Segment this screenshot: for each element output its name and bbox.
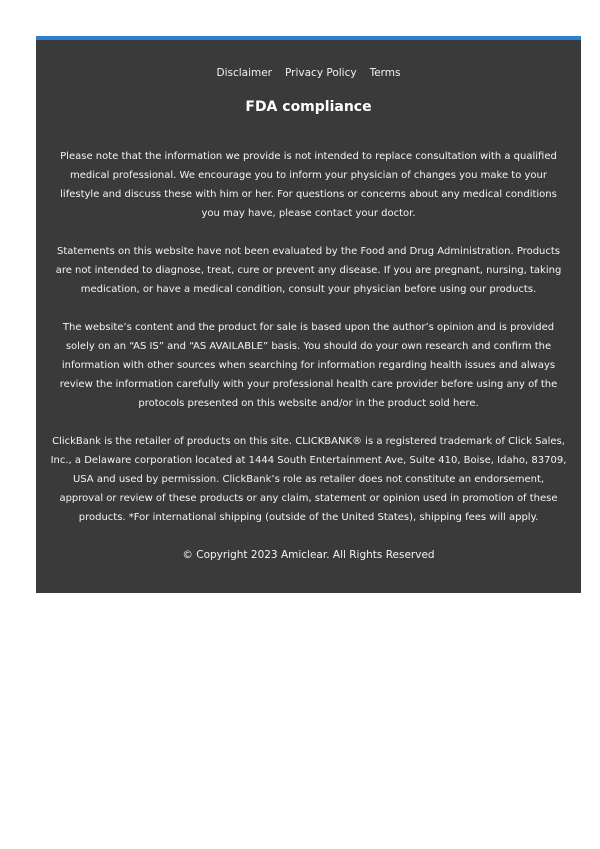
content-disclaimer-paragraph: The website’s content and the product for sale is based upon the author’s opinion and is provided solely on an “AS IS” and “AS AVAILABLE” basis. You should do your own research and confirm the information with other sources when searching for information regarding health issues and always review the information carefully with your professional health care provider before using any of the protocols presented on this website and/or in the product sold here.	[59, 322, 558, 409]
copyright-notice: © Copyright 2023 Amiclear. All Rights Reserved	[182, 549, 435, 561]
terms-link[interactable]: Terms	[369, 67, 401, 79]
footer-nav	[36, 66, 581, 80]
fda-compliance-title: FDA compliance	[245, 99, 372, 115]
clickbank-paragraph: ClickBank is the retailer of products on this site. CLICKBANK® is a registered trademark of Click Sales, Inc., a Delaware corporation located at 1444 South Entertainment Ave, Suite 410, Boise, Idaho, 83709, USA and used by permission. ClickBank’s role as retailer does not constitute an endorsement, approval or review of these products or any claim, statement or opinion used in promotion of these products. *For international shipping (outside of the United States), shipping fees will apply.	[50, 436, 567, 523]
fda-statement-paragraph: Statements on this website have not been evaluated by the Food and Drug Administration. Products are not intended to diagnose, treat, cure or prevent any disease. If you are pregnant, nursing, taking medication, or have a medical condition, consult your physician before using our products.	[55, 246, 562, 295]
compliance-text	[36, 147, 581, 527]
privacy-policy-link[interactable]: Privacy Policy	[285, 67, 357, 79]
site-footer	[36, 36, 581, 593]
disclaimer-link[interactable]: Disclaimer	[216, 67, 273, 79]
medical-consultation-paragraph: Please note that the information we provide is not intended to replace consultation with a qualified medical professional. We encourage you to inform your physician of changes you make to your lifestyle and discuss these with him or her. For questions or concerns about any medical conditions you may have, please contact your doctor.	[60, 151, 557, 219]
